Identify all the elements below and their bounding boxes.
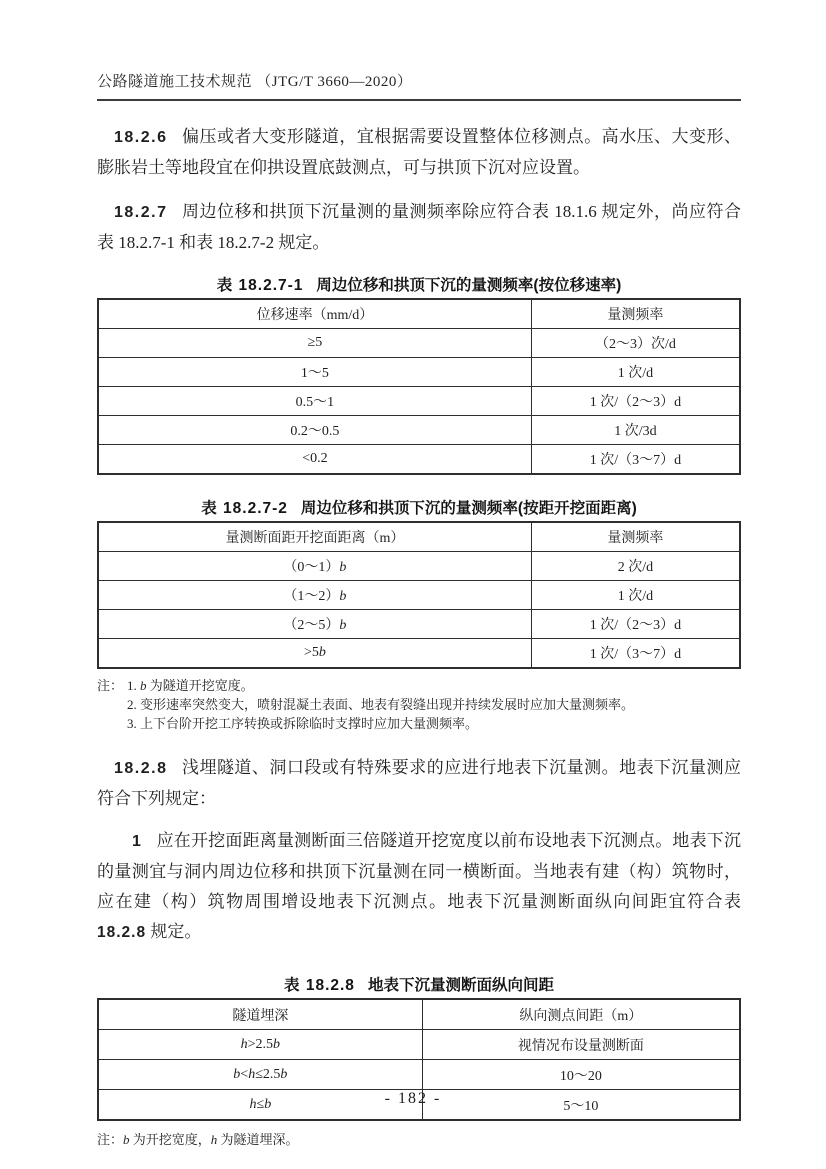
column-header: 量测断面距开挖面距离（m） — [98, 522, 531, 552]
table-title-18-2-8 — [97, 973, 741, 995]
clause-text: 偏压或者大变形隧道，宜根据需要设置整体位移测点。高水压、大变形、膨胀岩土等地段宜在仰拱设置底鼓测点，可与拱顶下沉对应设置。 — [97, 127, 741, 177]
item-text: 应在开挖面距离量测断面三倍隧道开挖宽度以前布设地表下沉测点。地表下沉的量测宜与洞内周边位移和拱顶下沉量测在同一横断面。当地表有建（构）筑物时，应在建（构）筑物周围增设地表下沉测点。地表下沉量测断面纵向间距宜符合表 — [97, 831, 741, 911]
table-cell: 1 次/3d — [531, 416, 740, 445]
table-number: 表 18.2.7-1 — [216, 277, 304, 294]
table-row — [98, 552, 740, 581]
table-row — [98, 581, 740, 610]
table-row — [98, 639, 740, 669]
table-cell: 0.2～0.5 — [98, 416, 531, 445]
column-header: 纵向测点间距（m） — [422, 999, 740, 1030]
table-18-2-7-1 — [97, 298, 741, 475]
table-caption: 周边位移和拱顶下沉的量测频率(按距开挖面距离) — [300, 500, 637, 517]
table-cell: ≥5 — [98, 329, 531, 358]
clause-18-2-8-item-1 — [97, 826, 741, 948]
clause-18-2-8 — [97, 753, 741, 814]
page-footer — [0, 1090, 826, 1108]
table-title-18-2-7-2 — [97, 496, 741, 518]
table-cell: 1 次/（2～3）d — [531, 387, 740, 416]
table-cell: 1 次/（3～7）d — [531, 639, 740, 669]
note-text: b 为开挖宽度，h 为隧道埋深。 — [123, 1132, 299, 1147]
table-row — [98, 416, 740, 445]
table-row — [98, 358, 740, 387]
table-notes — [97, 676, 741, 733]
table-body — [98, 329, 740, 475]
table-row — [98, 1030, 740, 1060]
table-cell: 1 次/（2～3）d — [531, 610, 740, 639]
table-reference: 18.2.8 — [97, 924, 147, 941]
item-number: 1 — [132, 833, 143, 850]
table-caption: 地表下沉量测断面纵向间距 — [367, 977, 554, 994]
table-cell: （2～5）b — [98, 610, 531, 639]
clause-number: 18.2.7 — [114, 204, 168, 221]
table-cell: 10～20 — [422, 1060, 740, 1090]
table-note — [97, 1130, 741, 1149]
clause-18-2-7 — [97, 197, 741, 258]
table-header-row — [98, 522, 740, 552]
table-cell: 1 次/d — [531, 358, 740, 387]
clause-18-2-6 — [97, 122, 741, 183]
page-content — [97, 70, 741, 1149]
note-item: 2. 变形速率突然变大，喷射混凝土表面、地表有裂缝出现并持续发展时应加大量测频率。 — [127, 697, 635, 712]
table-cell: 1～5 — [98, 358, 531, 387]
table-cell: （0～1）b — [98, 552, 531, 581]
table-row — [98, 445, 740, 475]
clause-text: 浅埋隧道、洞口段或有特殊要求的应进行地表下沉量测。地表下沉量测应符合下列规定： — [97, 758, 741, 808]
clause-text: 周边位移和拱顶下沉量测的量测频率除应符合表 18.1.6 规定外，尚应符合表 18.2.7-1 和表 18.2.7-2 规定。 — [97, 202, 741, 252]
table-cell: >5b — [98, 639, 531, 669]
table-cell: <0.2 — [98, 445, 531, 475]
table-row — [98, 610, 740, 639]
note-item: 1. b 为隧道开挖宽度。 — [127, 678, 254, 693]
table-cell: h≤b — [98, 1090, 422, 1121]
table-cell: （1～2）b — [98, 581, 531, 610]
note-item: 3. 上下台阶开挖工序转换或拆除临时支撑时应加大量测频率。 — [127, 716, 479, 731]
table-cell: 1 次/d — [531, 581, 740, 610]
table-cell: b<h≤2.5b — [98, 1060, 422, 1090]
table-row — [98, 1060, 740, 1090]
notes-label: 注： — [97, 1132, 124, 1147]
table-cell: 1 次/（3～7）d — [531, 445, 740, 475]
page-number: - 182 - — [384, 1090, 442, 1107]
table-cell: 2 次/d — [531, 552, 740, 581]
table-row — [98, 387, 740, 416]
table-body — [98, 552, 740, 669]
notes-label: 注： — [97, 678, 124, 693]
table-cell: 5～10 — [422, 1090, 740, 1121]
page-header — [97, 70, 741, 101]
table-header-row — [98, 299, 740, 329]
column-header: 位移速率（mm/d） — [98, 299, 531, 329]
table-cell: h>2.5b — [98, 1030, 422, 1060]
table-18-2-7-2 — [97, 521, 741, 669]
table-header-row — [98, 999, 740, 1030]
table-number: 表 18.2.7-2 — [201, 500, 288, 517]
table-cell: 0.5～1 — [98, 387, 531, 416]
column-header: 隧道埋深 — [98, 999, 422, 1030]
clause-number: 18.2.8 — [114, 760, 168, 777]
table-number: 表 18.2.8 — [284, 977, 355, 994]
table-row — [98, 329, 740, 358]
column-header: 量测频率 — [531, 299, 740, 329]
running-head-title: 公路隧道施工技术规范 （JTG/T 3660—2020） — [97, 74, 413, 90]
table-caption: 周边位移和拱顶下沉的量测频率(按位移速率) — [316, 277, 622, 294]
table-cell: 视情况布设量测断面 — [422, 1030, 740, 1060]
clause-number: 18.2.6 — [114, 129, 168, 146]
column-header: 量测频率 — [531, 522, 740, 552]
table-title-18-2-7-1 — [97, 273, 741, 295]
table-cell: （2～3）次/d — [531, 329, 740, 358]
item-text: 规定。 — [146, 922, 202, 941]
